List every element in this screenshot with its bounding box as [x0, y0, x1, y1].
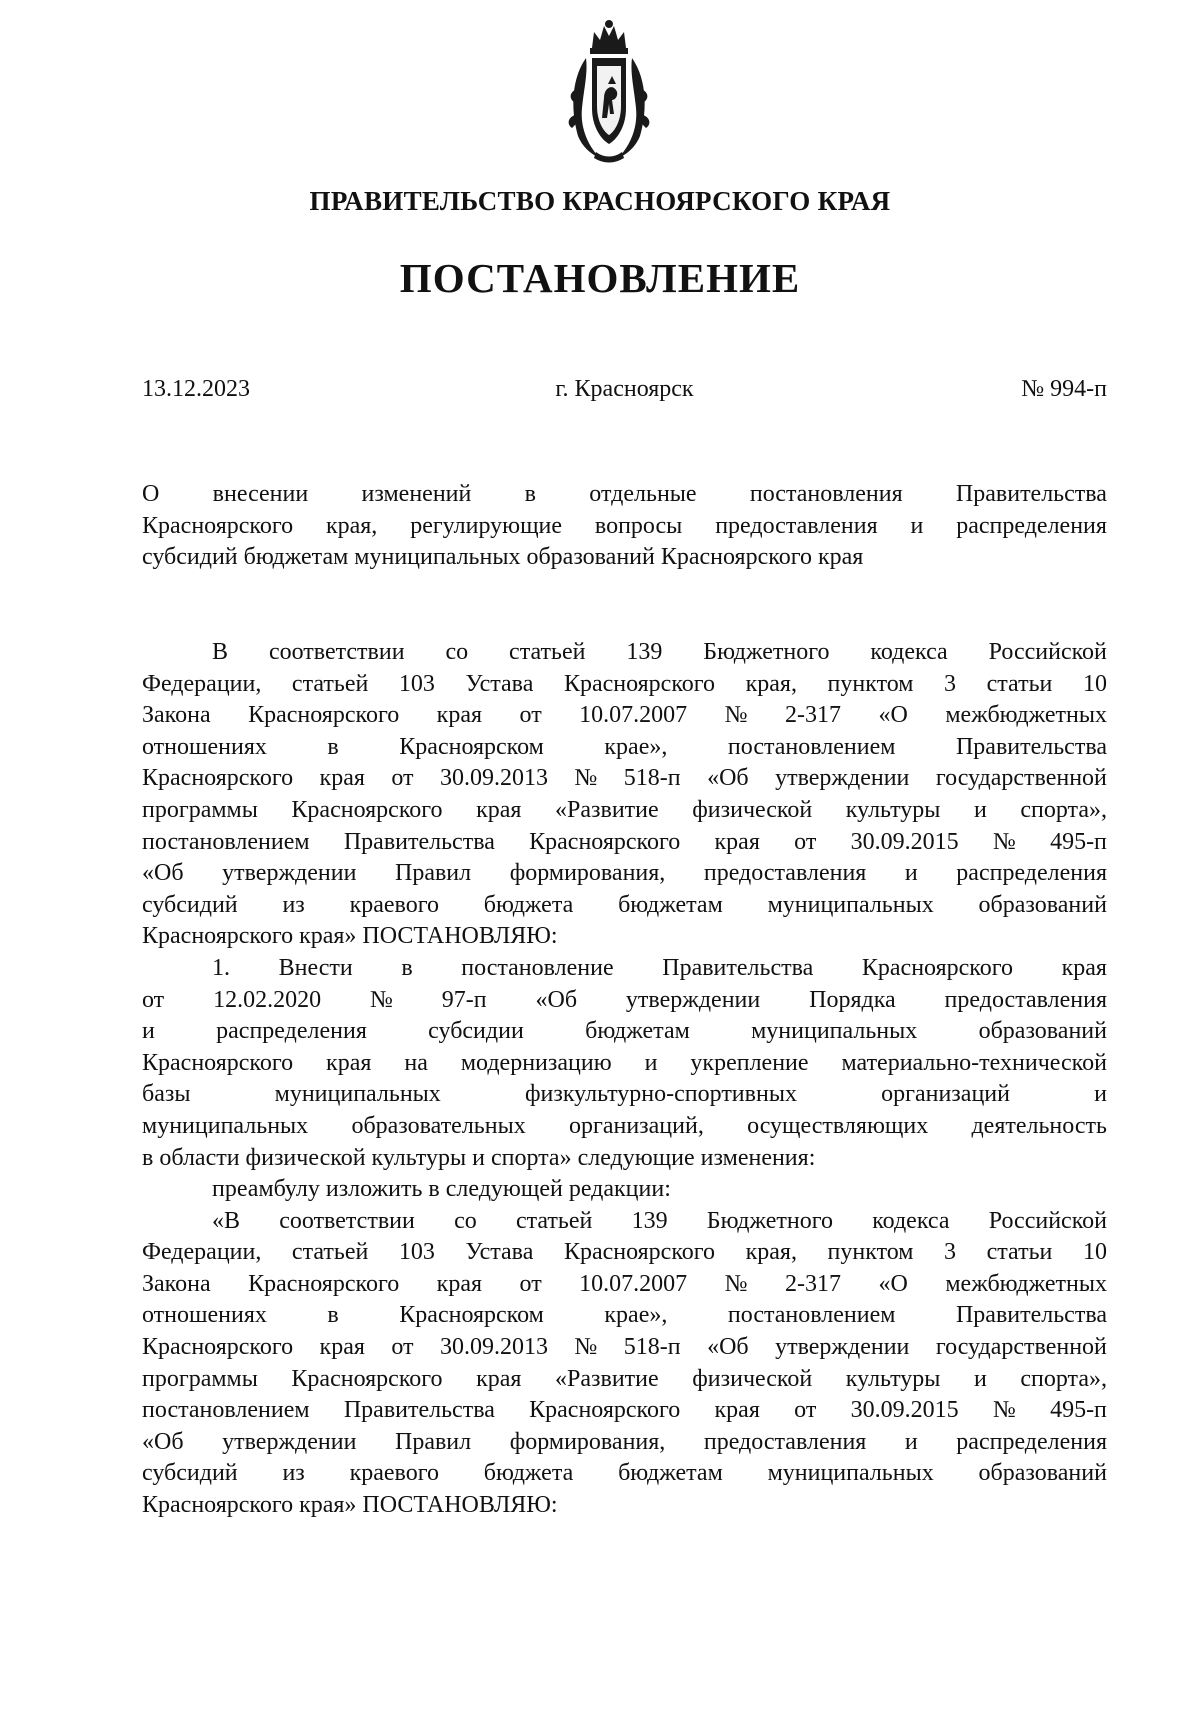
document-city: г. Красноярск [555, 376, 694, 402]
body-line: от 12.02.2020 № 97-п «Об утверждении Порядка предоставления [142, 986, 1107, 1013]
body-line: В соответствии со статьей 139 Бюджетного кодекса Российской [212, 639, 1107, 665]
subject-line: субсидий бюджетам муниципальных образований Красноярского края [142, 544, 864, 571]
body-line: субсидий из краевого бюджета бюджетам муниципальных образований [142, 1460, 1107, 1487]
government-title: ПРАВИТЕЛЬСТВО КРАСНОЯРСКОГО КРАЯ [309, 186, 891, 216]
body-line: 1. Внести в постановление Правительства Красноярского края [212, 954, 1107, 981]
body-line: Закона Красноярского края от 10.07.2007 № 2-317 «О межбюджетных [142, 702, 1107, 729]
body-line: Красноярского края» ПОСТАНОВЛЯЮ: [142, 923, 558, 950]
body-line: Федерации, статьей 103 Устава Красноярского края, пунктом 3 статьи 10 [142, 1239, 1107, 1266]
body-line: и распределения субсидии бюджетам муниципальных образований [142, 1018, 1107, 1045]
body-line: программы Красноярского края «Развитие физической культуры и спорта», [142, 1365, 1107, 1392]
body-line: базы муниципальных физкультурно-спортивных организаций и [142, 1081, 1107, 1108]
document-subject [142, 479, 1107, 574]
body-line: постановлением Правительства Красноярского края от 30.09.2015 № 495-п [142, 1397, 1107, 1424]
document-date: 13.12.2023 [142, 376, 250, 402]
coat-of-arms-icon [564, 18, 654, 164]
body-line: в области физической культуры и спорта» следующие изменения: [142, 1144, 816, 1171]
body-line: Красноярского края» ПОСТАНОВЛЯЮ: [142, 1492, 558, 1519]
body-line: отношениях в Красноярском крае», постановлением Правительства [142, 1302, 1107, 1329]
body-line: преамбулу изложить в следующей редакции: [212, 1176, 671, 1203]
body-line: отношениях в Красноярском крае», постановлением Правительства [142, 733, 1107, 760]
body-line: Красноярского края от 30.09.2013 № 518-п «Об утверждении государственной [142, 765, 1107, 792]
subject-line: О внесении изменений в отдельные постановления Правительства [142, 481, 1107, 507]
body-line: Закона Красноярского края от 10.07.2007 № 2-317 «О межбюджетных [142, 1270, 1107, 1297]
body-line: Федерации, статьей 103 Устава Красноярского края, пунктом 3 статьи 10 [142, 670, 1107, 697]
body-line: субсидий из краевого бюджета бюджетам муниципальных образований [142, 891, 1107, 918]
body-line: Красноярского края на модернизацию и укрепление материально-технической [142, 1049, 1107, 1076]
body-line: «Об утверждении Правил формирования, предоставления и распределения [142, 860, 1107, 887]
body-line: программы Красноярского края «Развитие физической культуры и спорта», [142, 796, 1107, 823]
body-line: постановлением Правительства Красноярского края от 30.09.2015 № 495-п [142, 828, 1107, 855]
document-type-title: ПОСТАНОВЛЕНИЕ [399, 255, 801, 301]
body-line: «В соответствии со статьей 139 Бюджетного кодекса Российской [212, 1207, 1107, 1234]
subject-line: Красноярского края, регулирующие вопросы предоставления и распределения [142, 512, 1107, 539]
body-line: «Об утверждении Правил формирования, предоставления и распределения [142, 1428, 1107, 1455]
body-line: Красноярского края от 30.09.2013 № 518-п «Об утверждении государственной [142, 1334, 1107, 1361]
document-meta-row [142, 376, 1107, 412]
body-line: муниципальных образовательных организаций, осуществляющих деятельность [142, 1112, 1107, 1139]
document-number: № 994-п [1021, 376, 1107, 402]
document-body [142, 637, 1107, 1522]
